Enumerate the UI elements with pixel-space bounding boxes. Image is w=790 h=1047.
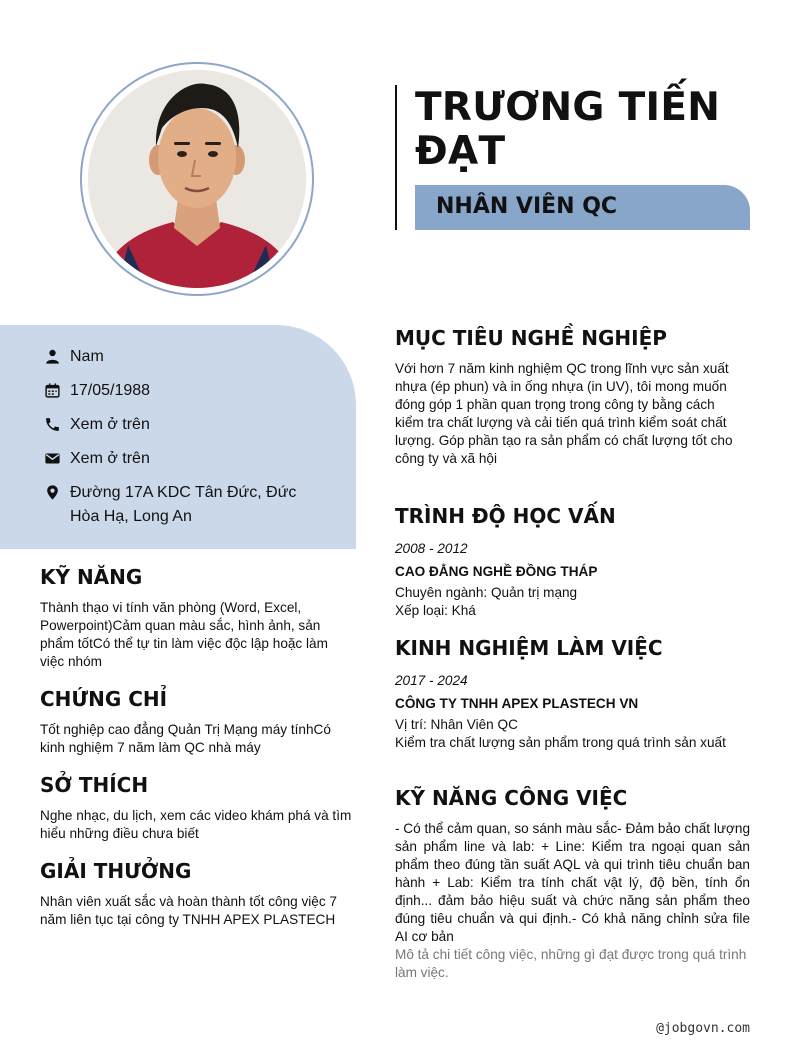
experience-description: Kiểm tra chất lượng sản phẩm trong quá trình sản xuất	[395, 735, 726, 750]
work-skills-text: - Có thể cảm quan, so sánh màu sắc- Đảm bảo chất lượng sản phẩm line và lab: + Line: Kiểm tra ngoại quan sản phẩm theo đúng tần suất AQL và qui trình tiêu chuẩn ban hành + Lab: Kiểm tra tính chất vật lý, độ bền, tính ổn định... đảm bảo hiệu suất và chức năng sản phẩm theo đúng tiêu chuẩn và qui định.- Có khả năng chỉnh sửa file AI cơ bản	[395, 821, 751, 944]
experience-period: 2017 - 2024	[395, 673, 468, 688]
work-skills-heading: KỸ NĂNG CÔNG VIỆC	[395, 786, 628, 810]
certificates-heading: CHỨNG CHỈ	[40, 687, 168, 711]
contact-email	[44, 447, 310, 471]
phone-icon	[44, 416, 61, 433]
work-skills-placeholder: Mô tả chi tiết công việc, những gì đạt được trong quá trình làm việc.	[395, 947, 747, 980]
contact-phone-text: Xem ở trên	[70, 416, 150, 433]
education-heading: TRÌNH ĐỘ HỌC VẤN	[395, 504, 616, 528]
objective-heading: MỤC TIÊU NGHỀ NGHIỆP	[395, 326, 667, 350]
awards-heading: GIẢI THƯỞNG	[40, 859, 192, 883]
portrait-illustration	[88, 70, 306, 288]
contact-address-text: Đường 17A KDC Tân Đức, Đức Hòa Hạ, Long An	[70, 484, 297, 525]
experience-position: Vị trí: Nhân Viên QC	[395, 717, 518, 732]
name-accent-bar	[395, 85, 397, 230]
hobbies-text: Nghe nhạc, du lịch, xem các video khám phá và tìm hiểu những điều chưa biết	[40, 808, 352, 841]
contact-birthday-text: 17/05/1988	[70, 382, 151, 399]
education-grade: Xếp loại: Khá	[395, 603, 476, 618]
contact-email-text: Xem ở trên	[70, 450, 150, 467]
avatar	[88, 70, 306, 288]
hobbies-heading: SỞ THÍCH	[40, 773, 149, 797]
skills-text: Thành thạo vi tính văn phòng (Word, Excel, Powerpoint)Cảm quan màu sắc, hình ảnh, sản phẩm tốtCó thể tự tin làm việc độc lập hoặc làm việc nhóm	[40, 600, 328, 669]
education-period: 2008 - 2012	[395, 541, 468, 556]
person-icon	[44, 348, 61, 365]
candidate-name: TRƯƠNG TIẾN ĐẠT	[415, 85, 721, 174]
calendar-icon	[44, 382, 61, 399]
footer-brand: @jobgovn.com	[656, 1021, 750, 1036]
contact-phone	[44, 413, 310, 437]
awards-text: Nhân viên xuất sắc và hoàn thành tốt công việc 7 năm liên tục tại công ty TNHH APEX PLASTECH	[40, 894, 337, 927]
skills-heading: KỸ NĂNG	[40, 565, 143, 589]
objective-text: Với hơn 7 năm kinh nghiệm QC trong lĩnh vực sản xuất nhựa (ép phun) và in ống nhựa (in UV), tôi mong muốn đóng góp 1 phần quan trọng trong công ty bằng cách kiểm tra chất lượng và cải tiến quá trình kiểm soát chất lượng. Góp phần tạo ra sản phẩm có chất lượng tốt cho công ty và xã hội	[395, 361, 733, 466]
certificates-text: Tốt nghiệp cao đẳng Quản Trị Mạng máy tínhCó kinh nghiệm 7 năm làm QC nhà máy	[40, 722, 331, 755]
contact-birthday	[44, 379, 310, 403]
experience-heading: KINH NGHIỆM LÀM VIỆC	[395, 636, 663, 660]
contact-gender-text: Nam	[70, 348, 104, 365]
contact-gender	[44, 345, 310, 369]
education-school: CAO ĐẲNG NGHỀ ĐỒNG THÁP	[395, 564, 598, 579]
location-pin-icon	[44, 484, 61, 501]
experience-company: CÔNG TY TNHH APEX PLASTECH VN	[395, 696, 639, 711]
candidate-role: NHÂN VIÊN QC	[436, 194, 618, 219]
education-major: Chuyên ngành: Quản trị mạng	[395, 585, 578, 600]
contact-address	[44, 481, 310, 529]
mail-icon	[44, 450, 61, 467]
